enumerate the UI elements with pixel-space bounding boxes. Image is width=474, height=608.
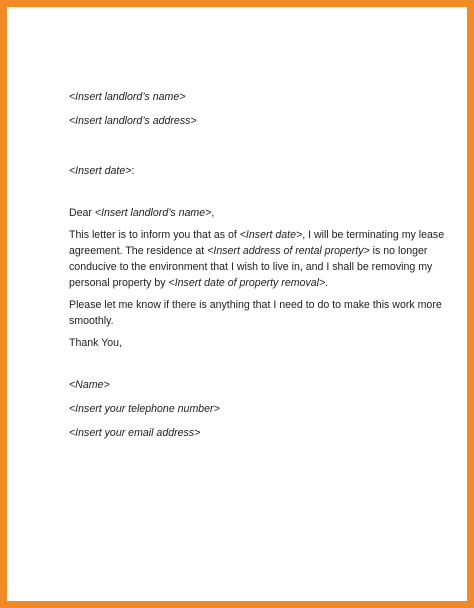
paragraph-notice-line-4 [69,275,427,291]
paragraph-notice [69,227,445,291]
paragraph-request-line-1: Please let me know if there is anything that I need to do to make this work more [69,299,442,311]
sender-phone-placeholder: <Insert your telephone number> [69,403,220,415]
text-run: This letter is to inform you that as of [69,229,240,241]
paragraph-request [69,297,442,329]
landlord-address-placeholder: <Insert landlord’s address> [69,115,197,127]
termination-date-placeholder: <Insert date> [239,229,303,241]
paragraph-notice-line-3: conducive to the environment that I wish to live in, and I shall be removing my [69,261,433,273]
rental-address-placeholder: <Insert address of rental property> [207,245,370,257]
salutation [69,205,427,221]
letter-body [69,89,445,441]
sender-email-placeholder: <Insert your email address> [69,427,201,439]
paragraph-notice-line-1 [69,227,445,243]
landlord-name-placeholder: <Insert landlord’s name> [69,91,186,103]
removal-date-placeholder: <Insert date of property removal> [168,277,326,289]
text-run: is no longer [369,245,428,257]
date-line [69,163,427,179]
date-placeholder: <Insert date> [69,165,132,177]
salutation-prefix: Dear [69,207,95,219]
text-run: , I will be terminating my lease [302,229,445,241]
salutation-suffix: , [211,207,215,219]
salutation-name-placeholder: <Insert landlord’s name> [94,207,212,219]
text-run: personal property by [69,277,169,289]
sender-name-placeholder: <Name> [69,379,110,391]
date-punctuation: : [131,165,135,177]
paragraph-request-line-2: smoothly. [69,315,114,327]
closing: Thank You, [69,337,123,349]
text-run: . [325,277,329,289]
text-run: agreement. The residence at [69,245,208,257]
paragraph-notice-line-2 [69,243,427,259]
